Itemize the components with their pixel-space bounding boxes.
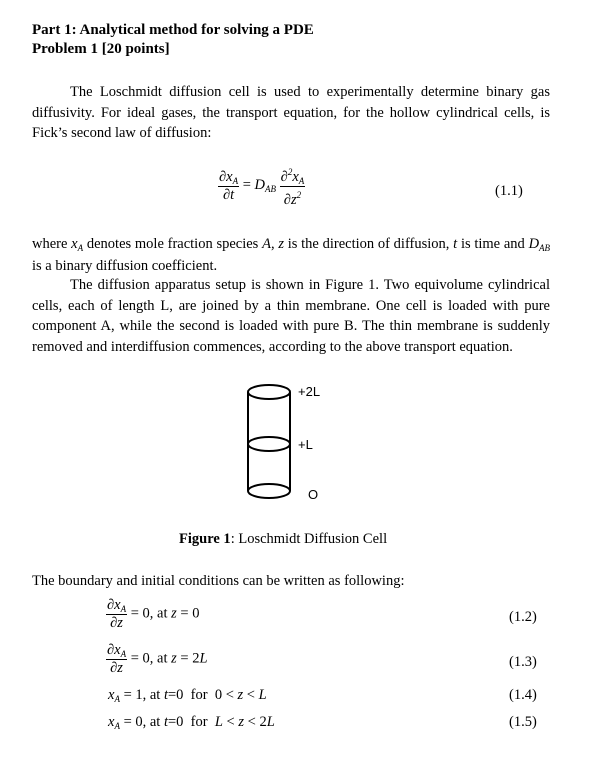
- equation-1-3-number: (1.3): [509, 654, 537, 670]
- setup-paragraph: [32, 275, 550, 357]
- equation-1-5: $x_A = 0$, at t=0 for L < z < 2L: [108, 714, 275, 731]
- label-origin: O: [308, 487, 319, 502]
- label-plus-2l: +2L: [298, 384, 321, 399]
- caption-bold: Figure 1: [179, 531, 231, 547]
- equation-1-2: $\frac{\partial x_A}{\partial z}$ = 0, at z = 0: [107, 597, 200, 631]
- label-plus-l: +L: [298, 437, 313, 452]
- equation-1-1: $\frac{\partial x_A}{\partial t}$ = $D_{AB}$ $\frac{\partial^2x_A}{\partial z^2}$: [218, 164, 305, 208]
- conditions-intro: The boundary and initial conditions can be written as following:: [32, 573, 405, 589]
- equation-1-3: $\frac{\partial x_A}{\partial z}$ = 0, at z = 2L: [107, 642, 208, 676]
- def-suffix: is a binary diffusion coefficient.: [32, 257, 218, 274]
- def-prefix: where: [32, 236, 68, 252]
- def-mid1: denotes mole fraction species: [86, 236, 259, 252]
- def-mid2: is the direction of diffusion,: [287, 236, 450, 252]
- part-title: Part 1: Analytical method for solving a PDE: [32, 22, 314, 38]
- cell-membrane-ellipse: [248, 437, 290, 451]
- definitions-paragraph: where $x_A$ denotes mole fraction species A, z is the direction of diffusion, t is time and $D_{AB}$ is a binary diffusion coefficient.: [32, 236, 551, 274]
- cell-top-ellipse: [248, 385, 290, 399]
- cell-bottom-ellipse: [248, 484, 290, 498]
- setup-text: The diffusion apparatus setup is shown in Figure 1. Two equivolume cylindrical cells, each of length L, are joined by a thin membrane. One cell is loaded with pure component A, while the second is loaded with pure B. The thin membrane is suddenly removed and interdiffusion commences, according to the above transport equation.: [32, 277, 550, 355]
- problem-title: Problem 1 [20 points]: [32, 41, 170, 57]
- intro-paragraph: [32, 82, 550, 144]
- def-end: is time and: [460, 236, 525, 252]
- equation-1-4-number: (1.4): [509, 687, 537, 703]
- equation-1-5-number: (1.5): [509, 714, 537, 730]
- equation-1-1-number: (1.1): [495, 183, 523, 199]
- caption-rest: : Loschmidt Diffusion Cell: [230, 531, 388, 547]
- figure-caption: [179, 531, 387, 548]
- equation-1-4: $x_A = 1$, at t=0 for 0 < z < L: [108, 687, 267, 704]
- equation-1-2-number: (1.2): [509, 609, 537, 625]
- intro-text: The Loschmidt diffusion cell is used to experimentally determine binary gas diffusivity. For ideal gases, the transport equation, for the hollow cylindrical cells, is Fick’s second law of diffusion:: [32, 84, 550, 141]
